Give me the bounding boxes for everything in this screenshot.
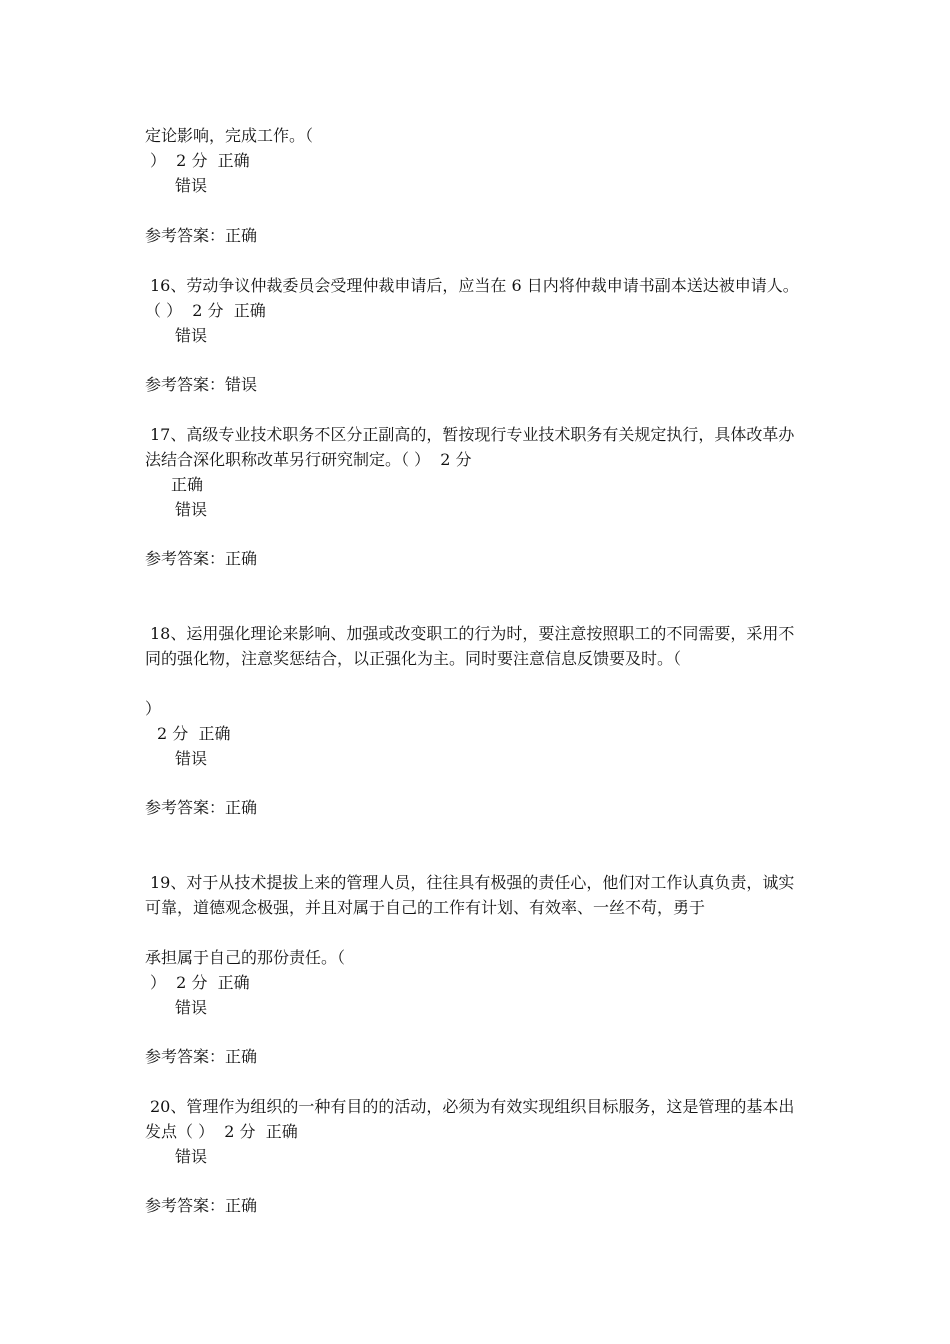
q19-option-wrong: 错误 [175, 998, 208, 1017]
q18-text-line1: 18、运用强化理论来影响、加强或改变职工的行为时，要注意按照职工的不同需要，采用不 [150, 624, 795, 643]
q18-text-line2: 同的强化物，注意奖惩结合，以正强化为主。同时要注意信息反馈要及时。（ [145, 649, 682, 668]
q15-option-wrong: 错误 [175, 176, 208, 195]
q20-option-correct: 发点（ ） 2 分 正确 [145, 1122, 298, 1141]
q17-reference-answer: 参考答案：正确 [145, 549, 258, 568]
q16-reference-answer: 参考答案：错误 [145, 375, 258, 394]
q17-text-line1: 17、高级专业技术职务不区分正副高的，暂按现行专业技术职务有关规定执行，具体改革办 [150, 425, 795, 444]
q20-reference-answer: 参考答案：正确 [145, 1196, 258, 1215]
q17-option-wrong: 错误 [175, 500, 208, 519]
q18-option-wrong: 错误 [175, 749, 208, 768]
q19-text-line3: 承担属于自己的那份责任。（ [145, 948, 346, 967]
q15-reference-answer: 参考答案：正确 [145, 226, 258, 245]
q18-reference-answer: 参考答案：正确 [145, 798, 258, 817]
q15-option-correct: ） 2 分 正确 [150, 151, 250, 170]
q16-option-wrong: 错误 [175, 326, 208, 345]
q19-option-correct: ） 2 分 正确 [150, 973, 250, 992]
q18-option-correct: 2 分 正确 [157, 724, 231, 743]
q19-text-line1: 19、对于从技术提拔上来的管理人员，往往具有极强的责任心，他们对工作认真负责，诚实 [150, 873, 795, 892]
q20-option-wrong: 错误 [175, 1147, 208, 1166]
q17-option-correct: 正确 [171, 475, 204, 494]
q17-text-line2: 法结合深化职称改革另行研究制定。（ ） 2 分 [145, 450, 472, 469]
q15-text-tail: 定论影响，完成工作。（ [145, 126, 314, 145]
q18-paren-close: ） [145, 699, 162, 718]
q20-text-line1: 20、管理作为组织的一种有目的的活动，必须为有效实现组织目标服务，这是管理的基本出 [150, 1097, 795, 1116]
q16-text: 16、劳动争议仲裁委员会受理仲裁申请后，应当在 6 日内将仲裁申请书副本送达被申请人。 [150, 276, 799, 295]
q19-text-line2: 可靠，道德观念极强，并且对属于自己的工作有计划、有效率、一丝不苟，勇于 [145, 898, 706, 917]
q19-reference-answer: 参考答案：正确 [145, 1047, 258, 1066]
q16-option-correct: （ ） 2 分 正确 [145, 301, 266, 320]
